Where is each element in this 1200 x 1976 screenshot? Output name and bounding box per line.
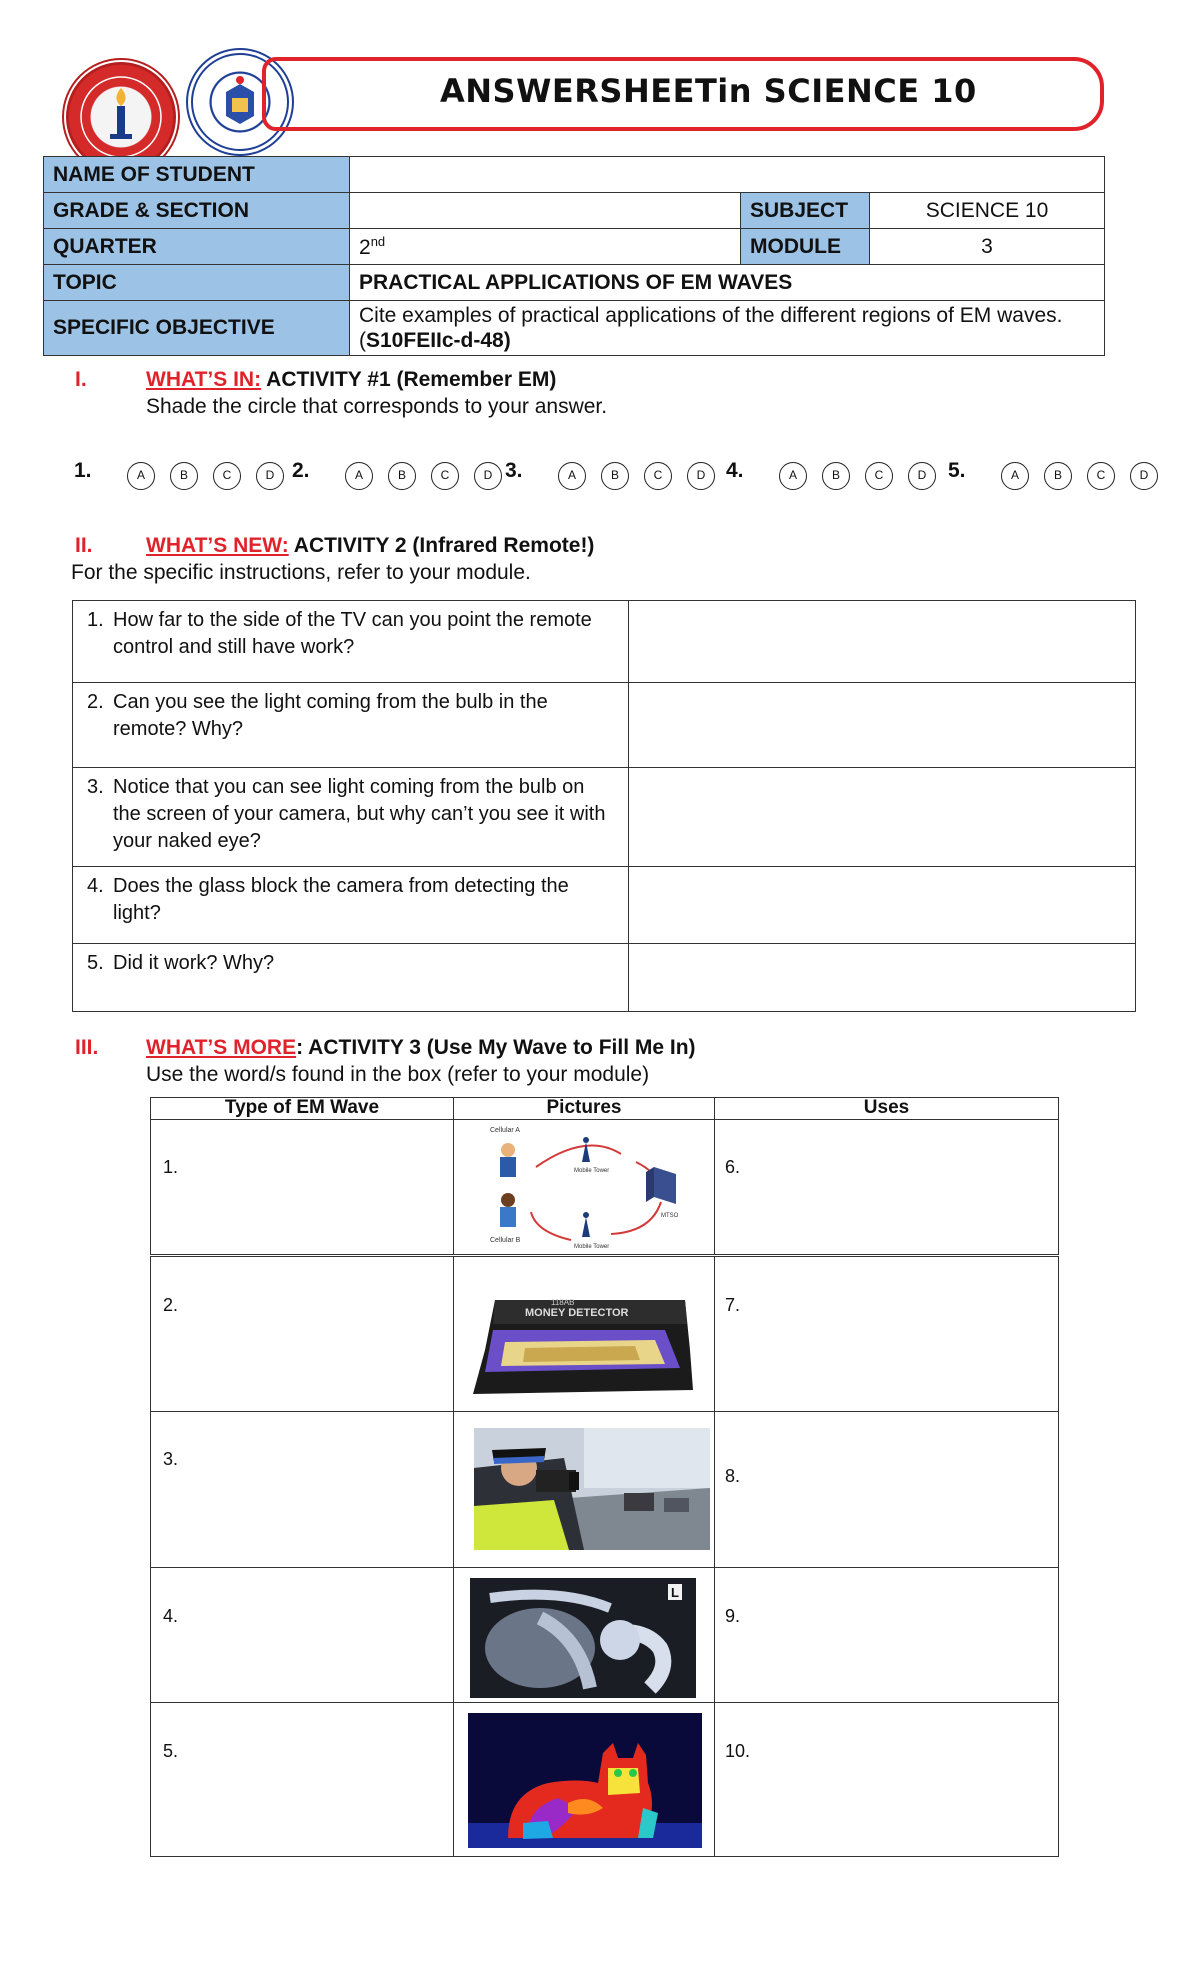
cellular-network-image xyxy=(486,1122,692,1252)
section-2-number: II. xyxy=(75,534,93,557)
question-cell: 5. Did it work? Why? xyxy=(73,944,629,1012)
thermal-cat-image xyxy=(468,1713,702,1848)
answer-bubble-5-c[interactable]: C xyxy=(1087,462,1115,490)
question-number: 1. xyxy=(74,459,92,482)
quarter-value: 2nd xyxy=(350,229,741,265)
question-cell: 4. Does the glass block the camera from detecting the light? xyxy=(73,867,629,944)
pic-label: Cellular A xyxy=(490,1127,520,1134)
pic-label: L xyxy=(671,1585,679,1600)
quarter-label: QUARTER xyxy=(44,229,350,265)
section-3-instruction: Use the word/s found in the box (refer to your module) xyxy=(146,1063,650,1086)
name-field[interactable] xyxy=(350,157,1105,193)
table-row xyxy=(73,683,1136,768)
subject-value: SCIENCE 10 xyxy=(870,193,1105,229)
table-row xyxy=(73,944,1136,1012)
question-number: 4. xyxy=(726,459,744,482)
question-number: 2. xyxy=(292,459,310,482)
objective-label: SPECIFIC OBJECTIVE xyxy=(44,301,350,356)
answer-bubble-1-c[interactable]: C xyxy=(213,462,241,490)
answer-field[interactable] xyxy=(150,1702,454,1857)
answer-bubble-4-d[interactable]: D xyxy=(908,462,936,490)
section-1-number: I. xyxy=(75,368,87,391)
row-number: 6. xyxy=(725,1157,741,1177)
answer-bubble-4-a[interactable]: A xyxy=(779,462,807,490)
activity-2-table xyxy=(72,600,1136,1012)
answer-bubble-5-a[interactable]: A xyxy=(1001,462,1029,490)
answer-bubble-5-d[interactable]: D xyxy=(1130,462,1158,490)
answer-bubble-2-c[interactable]: C xyxy=(431,462,459,490)
answer-field[interactable] xyxy=(714,1411,1059,1568)
pic-label: MONEY DETECTOR xyxy=(525,1307,629,1319)
tower-icon xyxy=(582,1212,590,1237)
section-1-instruction: Shade the circle that corresponds to your answer. xyxy=(146,395,608,418)
row-number: 7. xyxy=(725,1295,741,1315)
answer-field[interactable] xyxy=(714,1256,1059,1412)
answer-field[interactable] xyxy=(150,1411,454,1568)
row-number: 9. xyxy=(725,1606,741,1626)
header-uses: Uses xyxy=(863,1097,910,1118)
answer-field[interactable] xyxy=(150,1567,454,1703)
row-number: 3. xyxy=(163,1449,179,1469)
pic-label: MTSO xyxy=(661,1213,679,1219)
pic-label: Cellular B xyxy=(490,1237,521,1244)
student-info-table xyxy=(43,156,1105,356)
row-number: 4. xyxy=(163,1606,179,1626)
question-cell: 2. Can you see the light coming from the bulb in the remote? Why? xyxy=(73,683,629,768)
answer-bubble-1-b[interactable]: B xyxy=(170,462,198,490)
question-number: 3. xyxy=(505,459,523,482)
radar-speed-gun-image xyxy=(474,1428,710,1550)
answer-field[interactable] xyxy=(629,867,1136,944)
table-row xyxy=(73,601,1136,683)
header-type: Type of EM Wave xyxy=(224,1097,380,1118)
answer-bubble-4-c[interactable]: C xyxy=(865,462,893,490)
answer-bubble-4-b[interactable]: B xyxy=(822,462,850,490)
question-cell: 3. Notice that you can see light coming from the bulb on the screen of your camera, but why can’t you see it with your naked eye? xyxy=(73,768,629,867)
row-number: 10. xyxy=(725,1741,751,1761)
question-cell: 1. How far to the side of the TV can you point the remote control and still have work? xyxy=(73,601,629,683)
answer-bubble-2-d[interactable]: D xyxy=(474,462,502,490)
pic-label: Mobile Tower xyxy=(574,1168,610,1174)
answer-bubble-2-a[interactable]: A xyxy=(345,462,373,490)
answer-bubble-1-d[interactable]: D xyxy=(256,462,284,490)
table-row xyxy=(73,768,1136,867)
module-value: 3 xyxy=(870,229,1105,265)
answer-field[interactable] xyxy=(714,1119,1059,1255)
table-row xyxy=(73,867,1136,944)
answer-field[interactable] xyxy=(629,601,1136,683)
row-number: 1. xyxy=(163,1157,179,1177)
answer-field[interactable] xyxy=(714,1567,1059,1703)
person-icon xyxy=(500,1193,516,1227)
section-2-heading: WHAT’S NEW: ACTIVITY 2 (Infrared Remote!) xyxy=(146,534,595,557)
row-number: 2. xyxy=(163,1295,179,1315)
header-pictures: Pictures xyxy=(546,1097,622,1118)
topic-label: TOPIC xyxy=(44,265,350,301)
section-2-instruction: For the specific instructions, refer to your module. xyxy=(71,561,531,584)
money-detector-image xyxy=(465,1290,701,1404)
pic-label: 118AB xyxy=(551,1298,575,1307)
module-label: MODULE xyxy=(741,229,870,265)
building-icon xyxy=(646,1167,676,1204)
answer-field[interactable] xyxy=(629,768,1136,867)
objective-value: Cite examples of practical applications of the different regions of EM waves. (S10FEIIc-d-48) xyxy=(350,301,1105,356)
section-3-number: III. xyxy=(75,1036,99,1059)
answer-bubble-3-d[interactable]: D xyxy=(687,462,715,490)
answer-bubble-3-c[interactable]: C xyxy=(644,462,672,490)
topic-value: PRACTICAL APPLICATIONS OF EM WAVES xyxy=(350,265,1105,301)
xray-image xyxy=(470,1578,696,1698)
person-icon xyxy=(500,1143,516,1177)
answer-field[interactable] xyxy=(150,1256,454,1412)
question-number: 5. xyxy=(948,459,966,482)
tower-icon xyxy=(582,1137,590,1162)
answer-bubble-3-b[interactable]: B xyxy=(601,462,629,490)
name-label: NAME OF STUDENT xyxy=(44,157,350,193)
answer-bubble-1-a[interactable]: A xyxy=(127,462,155,490)
row-number: 5. xyxy=(163,1741,179,1761)
grade-field[interactable] xyxy=(350,193,741,229)
answer-bubble-5-b[interactable]: B xyxy=(1044,462,1072,490)
subject-label: SUBJECT xyxy=(741,193,870,229)
answer-field[interactable] xyxy=(629,683,1136,768)
answer-bubble-2-b[interactable]: B xyxy=(388,462,416,490)
page-title: ANSWERSHEETin SCIENCE 10 xyxy=(440,72,977,110)
pic-label: Mobile Tower xyxy=(574,1244,610,1250)
grade-label: GRADE & SECTION xyxy=(44,193,350,229)
answer-field[interactable] xyxy=(629,944,1136,1012)
row-number: 8. xyxy=(725,1466,741,1486)
section-3-heading: WHAT’S MORE: ACTIVITY 3 (Use My Wave to Fill Me In) xyxy=(146,1036,696,1059)
answer-field[interactable] xyxy=(150,1119,454,1255)
answer-field[interactable] xyxy=(714,1702,1059,1857)
section-1-heading: WHAT’S IN: ACTIVITY #1 (Remember EM) xyxy=(146,368,557,391)
answer-bubble-3-a[interactable]: A xyxy=(558,462,586,490)
